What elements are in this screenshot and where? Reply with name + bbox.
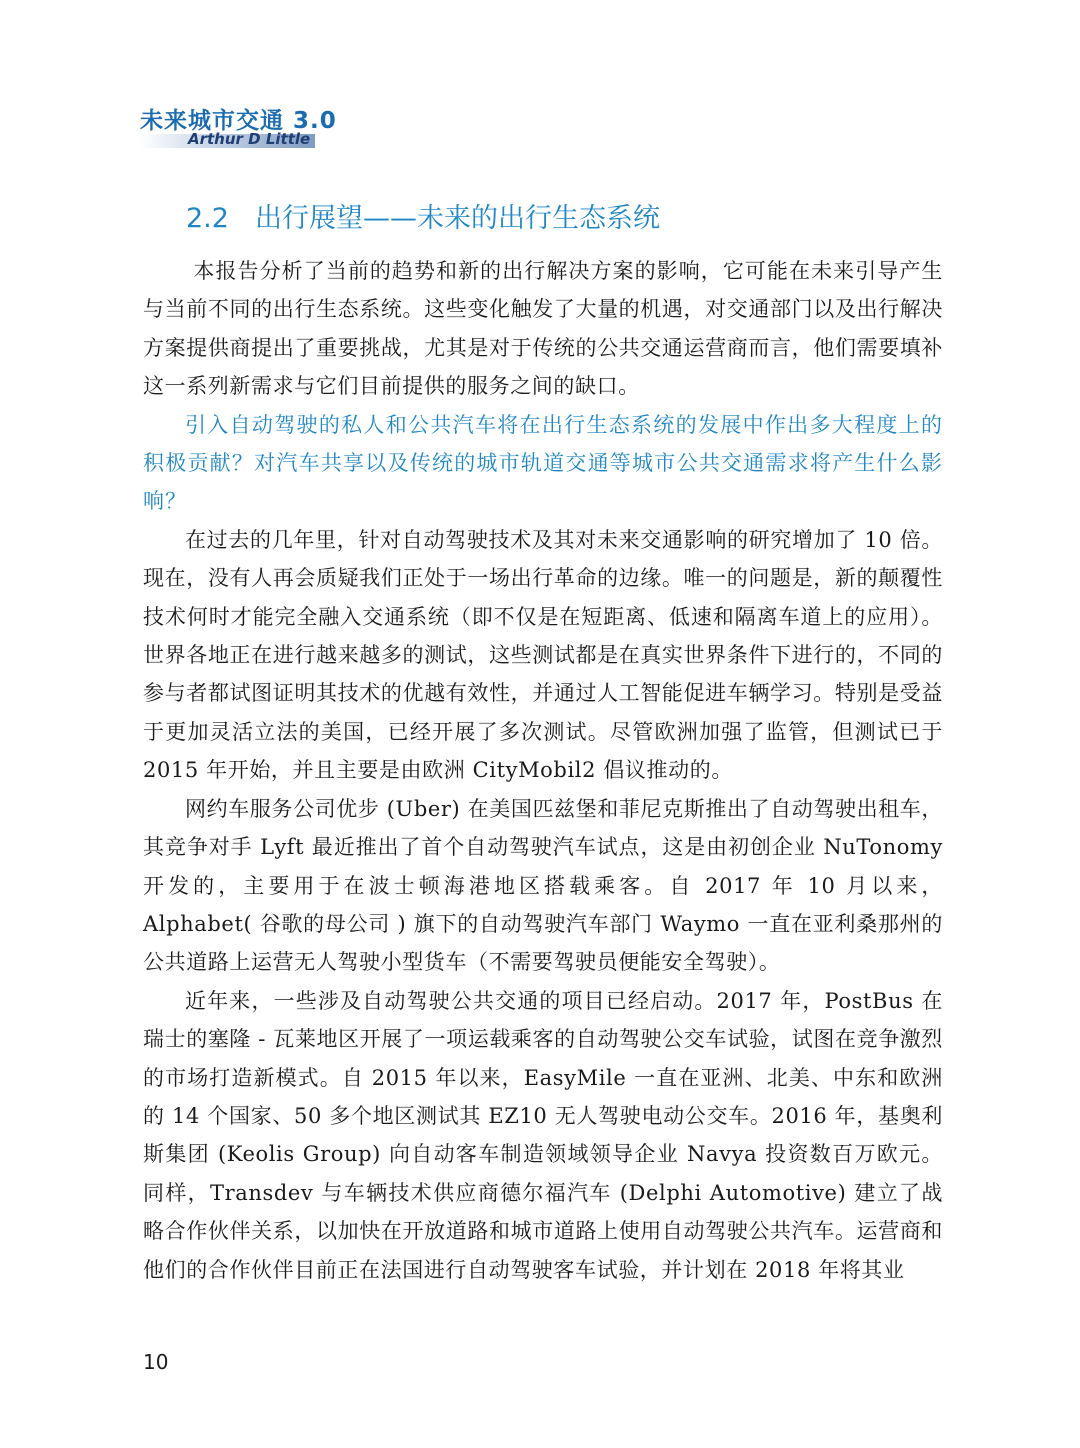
body-text [143, 252, 943, 1289]
section-title: 出行展望——未来的出行生态系统 [254, 203, 660, 234]
brand-subtitle: Arthur D Little [188, 130, 311, 148]
highlight-question: 引入自动驾驶的私人和公共汽车将在出行生态系统的发展中作出多大程度上的积极贡献？对汽车共享以及传统的城市轨道交通等城市公共交通需求将产生什么影响？ [143, 412, 943, 514]
section-number: 2.2 [186, 203, 229, 234]
brand-title: 未来城市交通 3.0 [140, 108, 337, 134]
paragraph: 网约车服务公司优步 (Uber) 在美国匹兹堡和菲尼克斯推出了自动驾驶出租车，其竞争对手 Lyft 最近推出了首个自动驾驶汽车试点，这是由初创企业 NuTonomy 开发的，主要用于在波士顿海港地区搭载乘客。自 2017 年 10 月以来，Alphabet( 谷歌的母公司 ) 旗下的自动驾驶汽车部门 Waymo 一直在亚利桑那州的公共道路上运营无人驾驶小型货车（不需要驾驶员便能安全驾驶）。 [143, 796, 943, 975]
paragraph: 本报告分析了当前的趋势和新的出行解决方案的影响，它可能在未来引导产生与当前不同的出行生态系统。这些变化触发了大量的机遇，对交通部门以及出行解决方案提供商提出了重要挑战，尤其是对于传统的公共交通运营商而言，他们需要填补这一系列新需求与它们目前提供的服务之间的缺口。 [143, 259, 943, 399]
section-heading [186, 196, 660, 235]
brand-logo [140, 100, 340, 150]
paragraph: 近年来，一些涉及自动驾驶公共交通的项目已经启动。2017 年，PostBus 在瑞士的塞隆 - 瓦莱地区开展了一项运载乘客的自动驾驶公交车试验，试图在竞争激烈的市场打造新模式。自 2015 年以来，EasyMile 一直在亚洲、北美、中东和欧洲的 14 个国家、50 多个地区测试其 EZ10 无人驾驶电动公交车。2016 年，基奥利斯集团 (Keolis Group) 向自动客车制造领域领导企业 Navya 投资数百万欧元。同样，Transdev 与车辆技术供应商德尔福汽车 (Delphi Automotive) 建立了战略合作伙伴关系，以加快在开放道路和城市道路上使用自动驾驶公共汽车。运营商和他们的合作伙伴目前正在法国进行自动驾驶客车试验，并计划在 2018 年将其业 [143, 988, 943, 1282]
page-number: 10 [143, 1350, 169, 1374]
paragraph: 在过去的几年里，针对自动驾驶技术及其对未来交通影响的研究增加了 10 倍。现在，没有人再会质疑我们正处于一场出行革命的边缘。唯一的问题是，新的颠覆性技术何时才能完全融入交通系统（即不仅是在短距离、低速和隔离车道上的应用）。世界各地正在进行越来越多的测试，这些测试都是在真实世界条件下进行的，不同的参与者都试图证明其技术的优越有效性，并通过人工智能促进车辆学习。特别是受益于更加灵活立法的美国，已经开展了多次测试。尽管欧洲加强了监管，但测试已于 2015 年开始，并且主要是由欧洲 CityMobil2 倡议推动的。 [143, 527, 943, 783]
